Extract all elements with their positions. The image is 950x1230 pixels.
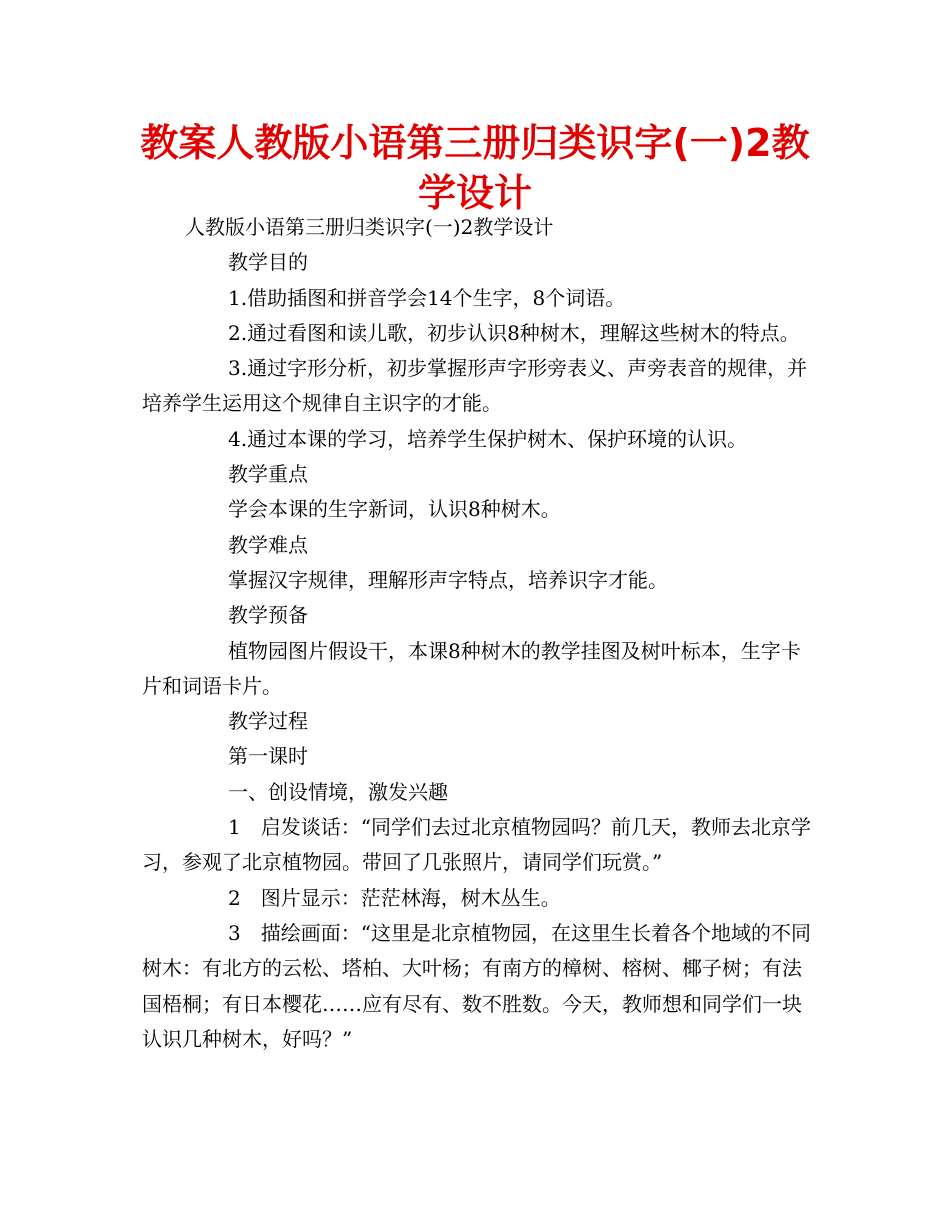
paragraph: 2 图片显示：茫茫林海，树木丛生。 (228, 885, 561, 910)
paragraph: 植物园图片假设干，本课8种树木的教学挂图及树叶标本，生字卡片和词语卡片。 (142, 638, 801, 698)
section-heading: 教学预备 (228, 603, 308, 628)
paragraph: 3.通过字形分析，初步掌握形声字形旁表义、声旁表音的规律，并培养学生运用这个规律自主识字的才能。 (142, 356, 808, 416)
document-body (142, 210, 817, 1057)
paragraph: 1 启发谈话：“同学们去过北京植物园吗？前几天，教师去北京学习，参观了北京植物园。带回了几张照片，请同学们玩赏。” (142, 815, 811, 875)
section-heading: 一、创设情境，激发兴趣 (228, 779, 448, 804)
subtitle: 人教版小语第三册归类识字(一)2教学设计 (185, 215, 554, 239)
document-title: 教案人教版小语第三册归类识字(一)2教学设计 (140, 121, 810, 215)
section-heading: 教学目的 (228, 250, 308, 275)
section-heading: 教学重点 (228, 462, 308, 487)
paragraph: 3 描绘画面：“这里是北京植物园，在这里生长着各个地域的不同树木：有北方的云松、塔柏、大叶杨；有南方的樟树、榕树、椰子树；有法国梧桐；有日本樱花……应有尽有、数不胜数。今天，教师想和同学们一块认识几种树木，好吗？” (142, 920, 811, 1051)
section-heading: 教学过程 (228, 709, 308, 734)
paragraph: 学会本课的生字新词，认识8种树木。 (228, 497, 561, 522)
paragraph: 掌握汉字规律，理解形声字特点，培养识字才能。 (228, 567, 668, 592)
paragraph: 1.借助插图和拼音学会14个生字，8个词语。 (228, 285, 626, 310)
section-heading: 教学难点 (228, 532, 308, 557)
section-heading: 第一课时 (228, 744, 308, 769)
paragraph: 2.通过看图和读儿歌，初步认识8种树木，理解这些树木的特点。 (228, 320, 800, 345)
paragraph: 4.通过本课的学习，培养学生保护树木、保护环境的认识。 (228, 426, 748, 451)
